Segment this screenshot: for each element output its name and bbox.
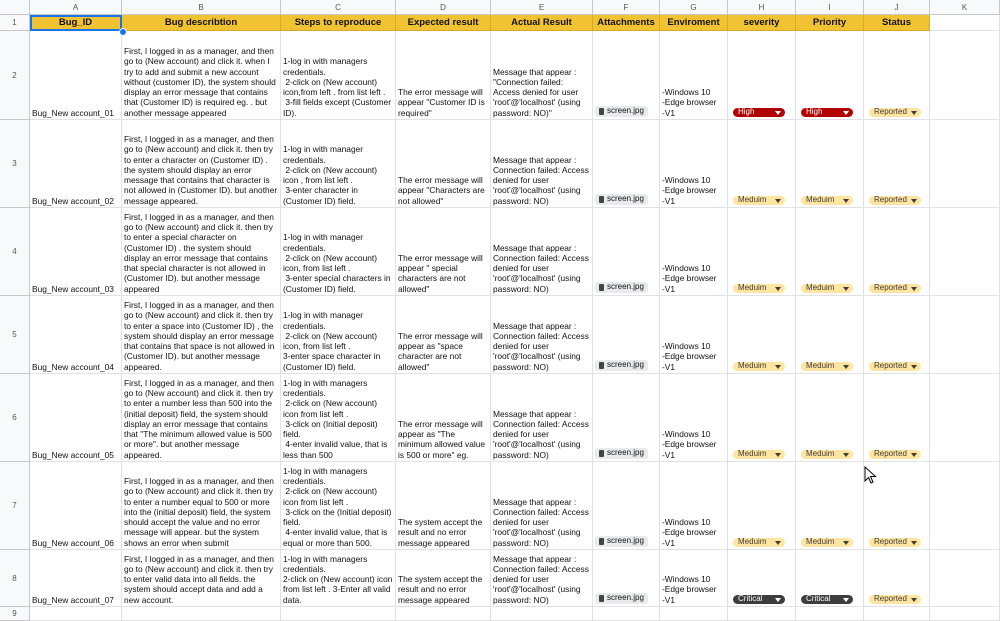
severity-value: Meduim <box>738 283 767 293</box>
status-cell[interactable] <box>864 120 930 208</box>
empty-cell[interactable] <box>864 607 930 621</box>
status-dropdown[interactable] <box>869 108 921 117</box>
header-cell-2[interactable]: Bug describtion <box>122 15 281 31</box>
status-value: Reported <box>874 195 907 205</box>
bug-id-text: Bug_New account_04 <box>32 361 114 372</box>
bug-id-text: Bug_New account_06 <box>32 537 114 548</box>
empty-cell[interactable] <box>930 607 1000 621</box>
empty-cell[interactable] <box>930 208 1000 296</box>
steps-cell[interactable] <box>281 462 396 550</box>
empty-cell[interactable] <box>728 607 796 621</box>
environment-text: -Windows 10 -Edge browser -V1 <box>662 263 717 294</box>
priority-cell[interactable] <box>796 462 864 550</box>
bug-id-cell[interactable] <box>30 550 122 607</box>
header-cell-8[interactable]: severity <box>728 15 796 31</box>
steps-text: 1-log in with manager credentials. 2-click on (New account) icon , from list left . 3-enter character in (Customer ID) field. <box>283 144 378 206</box>
expected-result-text: The error message will appear " special characters are not allowed" <box>398 252 486 294</box>
status-cell[interactable] <box>864 550 930 607</box>
empty-cell[interactable] <box>593 607 660 621</box>
header-cell-10[interactable]: Status <box>864 15 930 31</box>
severity-value: Critical <box>738 594 763 604</box>
chevron-down-icon <box>843 598 849 602</box>
actual-result-cell[interactable] <box>491 550 593 607</box>
steps-cell[interactable] <box>281 374 396 462</box>
priority-dropdown[interactable] <box>801 196 853 205</box>
priority-dropdown[interactable] <box>801 450 853 459</box>
actual-result-cell[interactable] <box>491 208 593 296</box>
bug-id-text: Bug_New account_03 <box>32 283 114 294</box>
attachment-chip[interactable] <box>595 106 648 117</box>
column-header-j[interactable]: J <box>864 0 930 15</box>
empty-cell[interactable] <box>491 607 593 621</box>
attachment-cell[interactable] <box>593 120 660 208</box>
priority-dropdown[interactable] <box>801 538 853 547</box>
chevron-down-icon <box>911 287 917 291</box>
attachment-chip[interactable] <box>595 593 648 604</box>
header-cell-9[interactable]: Priority <box>796 15 864 31</box>
empty-cell[interactable] <box>281 607 396 621</box>
attachment-name: screen.jpg <box>607 593 644 603</box>
file-icon <box>599 595 604 602</box>
attachment-cell[interactable] <box>593 550 660 607</box>
empty-cell[interactable] <box>930 120 1000 208</box>
chevron-down-icon <box>843 453 849 457</box>
attachment-cell[interactable] <box>593 208 660 296</box>
bug-description-cell[interactable] <box>122 120 281 208</box>
environment-text: -Windows 10 -Edge browser -V1 <box>662 429 717 460</box>
chevron-down-icon <box>775 365 781 369</box>
priority-cell[interactable] <box>796 31 864 120</box>
steps-text: 1-log in with managers credentials. 2-click on (New account) icon,from left . from list left . 3-fill fields except (Customer ID). <box>283 56 391 118</box>
chevron-down-icon <box>911 541 917 545</box>
actual-result-cell[interactable] <box>491 462 593 550</box>
attachment-cell[interactable] <box>593 462 660 550</box>
status-cell[interactable] <box>864 296 930 374</box>
priority-value: Meduim <box>806 361 835 371</box>
expected-result-text: The error message will appear "Customer ID is required" <box>398 87 488 118</box>
bug-description-text: First, I logged in as a manager, and then go to (New account) and click it. then try to enter a number less than 500 into the (initial deposit) field, the system should display an error message that contains that "The minimum allowed value is 500 or more". but another message appeared. <box>124 377 277 460</box>
attachment-chip[interactable] <box>595 536 648 547</box>
steps-text: 1-log in with managers credentials. 2-click on (New account) icon from list left . 3-Enter all valid data. <box>283 553 393 605</box>
header-cell-4[interactable]: Expected result <box>396 15 491 31</box>
file-icon <box>599 450 604 457</box>
environment-cell[interactable] <box>660 296 728 374</box>
bug-description-cell[interactable] <box>122 296 281 374</box>
attachment-cell[interactable] <box>593 374 660 462</box>
priority-cell[interactable] <box>796 120 864 208</box>
environment-text: -Windows 10 -Edge browser -V1 <box>662 574 717 605</box>
chevron-down-icon <box>843 541 849 545</box>
severity-dropdown[interactable] <box>733 538 785 547</box>
severity-value: Meduim <box>738 449 767 459</box>
priority-dropdown[interactable] <box>801 108 853 117</box>
row-header-4[interactable]: 4 <box>0 208 30 296</box>
file-icon <box>599 196 604 203</box>
status-dropdown[interactable] <box>869 196 921 205</box>
chevron-down-icon <box>911 453 917 457</box>
severity-dropdown[interactable] <box>733 284 785 293</box>
status-dropdown[interactable] <box>869 284 921 293</box>
expected-result-cell[interactable] <box>396 120 491 208</box>
row-header-2[interactable]: 2 <box>0 31 30 120</box>
empty-cell[interactable] <box>930 550 1000 607</box>
attachment-name: screen.jpg <box>607 106 644 116</box>
column-header-f[interactable]: F <box>593 0 660 15</box>
status-value: Reported <box>874 107 907 117</box>
row-header-1[interactable]: 1 <box>0 15 30 31</box>
steps-cell[interactable] <box>281 550 396 607</box>
row-header-9[interactable]: 9 <box>0 607 30 621</box>
steps-text: 1-log in with managers credentials. 2-click on (New account) icon from list left . 3-click on the (Initial deposit) field. 4-enter invalid value, that is equal or more than 500. <box>283 465 392 548</box>
status-cell[interactable] <box>864 208 930 296</box>
actual-result-text: Message that appear : Connection failed: Access denied for user 'root'@'localhost' (using password: NO) <box>493 242 589 294</box>
severity-value: High <box>738 107 755 117</box>
status-dropdown[interactable] <box>869 595 921 604</box>
file-icon <box>599 108 604 115</box>
empty-cell[interactable] <box>930 374 1000 462</box>
expected-result-cell[interactable] <box>396 208 491 296</box>
chevron-down-icon <box>775 111 781 115</box>
empty-cell[interactable] <box>396 607 491 621</box>
bug-description-text: First, I logged in as a manager, and then go to (New account) and click it. then try to enter a special character on (Customer ID) . the system should display an error message that contains that special character is not allowed in (Customer ID). but another message appeared <box>124 211 277 294</box>
priority-value: Critical <box>806 594 831 604</box>
chevron-down-icon <box>843 111 849 115</box>
attachment-chip[interactable] <box>595 194 648 205</box>
expected-result-cell[interactable] <box>396 31 491 120</box>
row-header-5[interactable]: 5 <box>0 296 30 374</box>
priority-cell[interactable] <box>796 296 864 374</box>
expected-result-cell[interactable] <box>396 296 491 374</box>
status-value: Reported <box>874 283 907 293</box>
chevron-down-icon <box>775 598 781 602</box>
severity-dropdown[interactable] <box>733 196 785 205</box>
attachment-chip[interactable] <box>595 360 648 371</box>
environment-cell[interactable] <box>660 550 728 607</box>
chevron-down-icon <box>775 453 781 457</box>
environment-text: -Windows 10 -Edge browser -V1 <box>662 87 717 118</box>
actual-result-cell[interactable] <box>491 31 593 120</box>
actual-result-cell[interactable] <box>491 120 593 208</box>
bug-description-text: First, I logged in as a manager, and then go to (New account) and click it. then try to enter a number equal to 500 or more into the (initial deposit) field, the system should accept the value and no error message will appear. but the system shows an error when submit <box>124 475 277 548</box>
row-header-7[interactable]: 7 <box>0 462 30 550</box>
bug-description-cell[interactable] <box>122 208 281 296</box>
bug-id-cell[interactable] <box>30 208 122 296</box>
bug-description-cell[interactable] <box>122 462 281 550</box>
environment-cell[interactable] <box>660 120 728 208</box>
status-dropdown[interactable] <box>869 362 921 371</box>
priority-dropdown[interactable] <box>801 284 853 293</box>
expected-result-cell[interactable] <box>396 550 491 607</box>
bug-id-text: Bug_New account_02 <box>32 195 114 206</box>
selection-border-top <box>30 15 122 17</box>
mouse-cursor-icon <box>864 466 878 484</box>
environment-cell[interactable] <box>660 462 728 550</box>
severity-cell[interactable] <box>728 550 796 607</box>
status-dropdown[interactable] <box>869 538 921 547</box>
priority-value: Meduim <box>806 195 835 205</box>
chevron-down-icon <box>843 287 849 291</box>
priority-cell[interactable] <box>796 208 864 296</box>
actual-result-text: Message that appear : Connection failed: Access denied for user 'root'@'localhost' (using password: NO) <box>493 408 589 460</box>
chevron-down-icon <box>911 111 917 115</box>
priority-value: High <box>806 107 823 117</box>
attachment-name: screen.jpg <box>607 282 644 292</box>
column-header-i[interactable]: I <box>796 0 864 15</box>
attachment-name: screen.jpg <box>607 536 644 546</box>
severity-dropdown[interactable] <box>733 450 785 459</box>
empty-cell[interactable] <box>930 31 1000 120</box>
priority-dropdown[interactable] <box>801 362 853 371</box>
bug-description-cell[interactable] <box>122 31 281 120</box>
steps-cell[interactable] <box>281 296 396 374</box>
attachment-chip[interactable] <box>595 448 648 459</box>
select-all-corner[interactable] <box>0 0 30 15</box>
steps-text: 1-log in with manager credentials. 2-click on (New account) icon, from list left . 3-enter special characters in (Customer ID) field. <box>283 232 391 294</box>
actual-result-text: Message that appear : Connection failed: Access denied for user 'root'@'localhost' (using password: NO) <box>493 320 589 372</box>
file-icon <box>599 284 604 291</box>
expected-result-text: The error message will appear as "The minimum allowed value is 500 or more" eg. <box>398 418 488 460</box>
chevron-down-icon <box>911 365 917 369</box>
environment-text: -Windows 10 -Edge browser -V1 <box>662 517 717 548</box>
environment-text: -Windows 10 -Edge browser -V1 <box>662 341 717 372</box>
file-icon <box>599 538 604 545</box>
priority-value: Meduim <box>806 283 835 293</box>
severity-value: Meduim <box>738 361 767 371</box>
severity-cell[interactable] <box>728 462 796 550</box>
steps-text: 1-log in with manager credentials. 2-click on (New account) icon, from list left . 3-enter space character in (Customer ID) field. <box>283 310 381 372</box>
environment-text: -Windows 10 -Edge browser -V1 <box>662 175 717 206</box>
severity-dropdown[interactable] <box>733 108 785 117</box>
severity-cell[interactable] <box>728 296 796 374</box>
steps-cell[interactable] <box>281 120 396 208</box>
actual-result-cell[interactable] <box>491 374 593 462</box>
steps-cell[interactable] <box>281 31 396 120</box>
attachment-chip[interactable] <box>595 282 648 293</box>
priority-dropdown[interactable] <box>801 595 853 604</box>
column-header-a[interactable]: A <box>30 0 122 15</box>
column-header-e[interactable]: E <box>491 0 593 15</box>
steps-text: 1-log in with managers credentials. 2-click on (New account) icon from list left . 3-click on (Initial deposit) field. 4-enter invalid value, that is less than 500 <box>283 377 388 460</box>
severity-cell[interactable] <box>728 31 796 120</box>
bug-id-cell[interactable] <box>30 31 122 120</box>
status-value: Reported <box>874 594 907 604</box>
severity-cell[interactable] <box>728 120 796 208</box>
priority-cell[interactable] <box>796 550 864 607</box>
empty-cell[interactable] <box>930 462 1000 550</box>
empty-cell[interactable] <box>930 15 1000 31</box>
chevron-down-icon <box>775 541 781 545</box>
bug-id-cell[interactable] <box>30 120 122 208</box>
status-value: Reported <box>874 361 907 371</box>
environment-cell[interactable] <box>660 31 728 120</box>
empty-cell[interactable] <box>660 607 728 621</box>
empty-cell[interactable] <box>122 607 281 621</box>
status-dropdown[interactable] <box>869 450 921 459</box>
attachment-cell[interactable] <box>593 31 660 120</box>
actual-result-cell[interactable] <box>491 296 593 374</box>
row-header-6[interactable]: 6 <box>0 374 30 462</box>
expected-result-text: The error message will appear "Characters are not allowed" <box>398 175 488 206</box>
selection-fill-handle[interactable] <box>119 28 127 36</box>
priority-cell[interactable] <box>796 374 864 462</box>
chevron-down-icon <box>843 199 849 203</box>
bug-id-text: Bug_New account_01 <box>32 107 114 118</box>
expected-result-text: The system accept the result and no error message appeared <box>398 517 485 548</box>
severity-value: Meduim <box>738 195 767 205</box>
expected-result-text: The error message will appear as "space character are not allowed" <box>398 330 486 372</box>
column-header-b[interactable]: B <box>122 0 281 15</box>
bug-description-cell[interactable] <box>122 550 281 607</box>
priority-value: Meduim <box>806 537 835 547</box>
column-header-k[interactable]: K <box>930 0 1000 15</box>
environment-cell[interactable] <box>660 374 728 462</box>
column-header-c[interactable]: C <box>281 0 396 15</box>
row-header-8[interactable]: 8 <box>0 550 30 607</box>
header-cell-6[interactable]: Attachments <box>593 15 660 31</box>
steps-cell[interactable] <box>281 208 396 296</box>
attachment-name: screen.jpg <box>607 360 644 370</box>
attachment-name: screen.jpg <box>607 448 644 458</box>
chevron-down-icon <box>911 199 917 203</box>
bug-id-cell[interactable] <box>30 462 122 550</box>
severity-dropdown[interactable] <box>733 362 785 371</box>
empty-cell[interactable] <box>930 296 1000 374</box>
header-cell-7[interactable]: Enviroment <box>660 15 728 31</box>
empty-cell[interactable] <box>796 607 864 621</box>
file-icon <box>599 362 604 369</box>
row-header-3[interactable]: 3 <box>0 120 30 208</box>
expected-result-cell[interactable] <box>396 374 491 462</box>
bug-description-cell[interactable] <box>122 374 281 462</box>
status-cell[interactable] <box>864 31 930 120</box>
header-cell-1[interactable]: Bug_ID <box>30 15 122 31</box>
expected-result-cell[interactable] <box>396 462 491 550</box>
bug-description-text: First, I logged in as a manager, and then go to (New account) and click it. then try to enter a space into (Customer ID) , the system should display an error message that contains that space is not allowed in (Customer ID). but another message appeared. <box>124 299 277 372</box>
actual-result-text: Message that appear : "Connection failed: Access denied for user 'root'@'localhost' (using password: NO)" <box>493 66 581 118</box>
selection-border-bottom <box>30 29 122 31</box>
bug-id-cell[interactable] <box>30 296 122 374</box>
column-header-g[interactable]: G <box>660 0 728 15</box>
bug-id-cell[interactable] <box>30 374 122 462</box>
bug-description-text: First, I logged in as a manager, and then go to (New account) and click it. then try to enter valid data into all fields. the system should accept data and add a new account. <box>124 553 277 605</box>
bug-description-text: First, I logged in as a manager, and then go to (New account) and click it. when I try to add and submit a new account without (customer ID), the system should display an error message that contains that (Customer ID) is required eg. . but another message appeared <box>124 45 279 118</box>
chevron-down-icon <box>843 365 849 369</box>
header-cell-3[interactable]: Steps to reproduce <box>281 15 396 31</box>
actual-result-text: Message that appear : Connection failed: Access denied for user 'root'@'localhost' (using password: NO) <box>493 154 589 206</box>
header-cell-5[interactable]: Actual Result <box>491 15 593 31</box>
chevron-down-icon <box>911 598 917 602</box>
environment-cell[interactable] <box>660 208 728 296</box>
severity-value: Meduim <box>738 537 767 547</box>
bug-id-text: Bug_New account_07 <box>32 594 114 605</box>
priority-value: Meduim <box>806 449 835 459</box>
empty-cell[interactable] <box>30 607 122 621</box>
column-header-h[interactable]: H <box>728 0 796 15</box>
bug-description-text: First, I logged in as a manager, and then go to (New account) and click it. then try to enter a character on (Customer ID) . the system should display an error message that contains that character is not allowed in (Customer ID). but another message appeared. <box>124 133 280 206</box>
bug-id-text: Bug_New account_05 <box>32 449 114 460</box>
severity-cell[interactable] <box>728 208 796 296</box>
status-value: Reported <box>874 537 907 547</box>
attachment-name: screen.jpg <box>607 194 644 204</box>
chevron-down-icon <box>775 287 781 291</box>
chevron-down-icon <box>775 199 781 203</box>
severity-cell[interactable] <box>728 374 796 462</box>
status-cell[interactable] <box>864 374 930 462</box>
attachment-cell[interactable] <box>593 296 660 374</box>
status-value: Reported <box>874 449 907 459</box>
expected-result-text: The system accept the result and no error message appeared <box>398 574 485 605</box>
severity-dropdown[interactable] <box>733 595 785 604</box>
actual-result-text: Message that appear : Connection failed: Access denied for user 'root'@'localhost' (using password: NO) <box>493 553 589 605</box>
column-header-d[interactable]: D <box>396 0 491 15</box>
actual-result-text: Message that appear : Connection failed: Access denied for user 'root'@'localhost' (using password: NO) <box>493 496 589 548</box>
